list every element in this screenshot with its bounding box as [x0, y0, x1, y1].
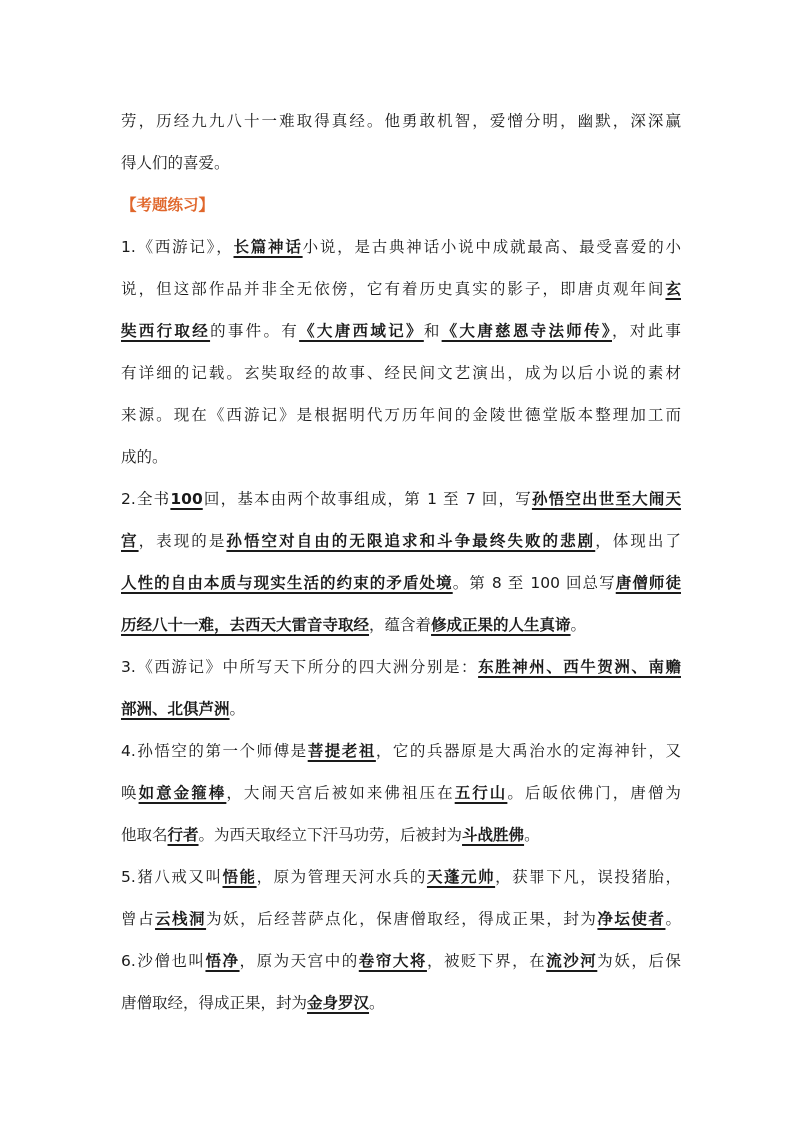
text: 唤: [121, 784, 139, 802]
text: 为妖，后保: [597, 952, 681, 970]
q2-line-1: [121, 478, 681, 520]
q1-line-1: [121, 226, 681, 268]
text: 小说，是古典神话小说中成就最高、最受喜爱的小: [302, 238, 681, 256]
q2-line-4: [121, 604, 681, 646]
answer-blank: 宫: [121, 532, 139, 550]
answer-blank: 玄: [665, 280, 681, 298]
answer-blank: 历经八十一难，去西天大雷音寺取经: [121, 616, 370, 634]
q1-line-4: [121, 352, 681, 394]
text: ，体现出了: [595, 532, 681, 550]
q1-line-3: [121, 310, 681, 352]
answer-blank: 流沙河: [546, 952, 598, 970]
answer-blank: 长篇神话: [233, 238, 303, 256]
text: ，原为管理天河水兵的: [256, 868, 427, 886]
answer-blank: 《大唐慈恩寺法师传》: [441, 322, 612, 340]
answer-blank: 悟能: [222, 868, 257, 886]
text: 。: [369, 994, 385, 1012]
text: 回，基本由两个故事组成，第 1 至 7 回，写: [202, 490, 532, 508]
q3-line-2: [121, 688, 681, 730]
document-page: [121, 100, 681, 1024]
intro-text: 得人们的喜爱。: [121, 154, 230, 172]
text: ，表现的是: [138, 532, 227, 550]
text: 和: [423, 322, 442, 340]
answer-blank: 部洲、北俱芦洲: [121, 700, 230, 718]
answer-blank: 五行山: [454, 784, 508, 802]
q1-line-2: [121, 268, 681, 310]
text: ，对此事: [612, 322, 681, 340]
section-heading: 【考题练习】: [121, 196, 215, 214]
q2-line-2: [121, 520, 681, 562]
answer-blank: 斗战胜佛: [462, 826, 525, 844]
text: 4.孙悟空的第一个师傅是: [121, 742, 308, 760]
text: 。: [570, 616, 587, 634]
text: 1.《西游记》，: [121, 238, 234, 256]
q6-line-1: [121, 940, 681, 982]
text: 。: [229, 700, 246, 718]
text: 。: [665, 910, 681, 928]
text: 2.全书: [121, 490, 171, 508]
answer-blank: 100: [170, 490, 203, 508]
text: 说，但这部作品并非全无依傍，它有着历史真实的影子，即唐贞观年间: [121, 280, 666, 298]
q5-line-2: [121, 898, 681, 940]
q3-line-1: [121, 646, 681, 688]
answer-blank: 云栈洞: [155, 910, 207, 928]
text: ，被贬下界，在: [426, 952, 547, 970]
text: 5.猪八戒又叫: [121, 868, 223, 886]
intro-line-1: [121, 100, 681, 142]
answer-blank: 如意金箍棒: [138, 784, 227, 802]
answer-blank: 菩提老祖: [307, 742, 376, 760]
text: ，大闹天宫后被如来佛祖压在: [226, 784, 455, 802]
answer-blank: 孙悟空出世至大闹天: [531, 490, 681, 508]
q4-line-3: [121, 814, 681, 856]
text: 的事件。有: [210, 322, 300, 340]
text: 来源。现在《西游记》是根据明代万历年间的金陵世德堂版本整理加工而: [121, 406, 681, 424]
answer-blank: 悟净: [205, 952, 240, 970]
answer-blank: 修成正果的人生真谛: [431, 616, 571, 634]
intro-text: 劳，历经九九八十一难取得真经。他勇敢机智，爱憎分明，幽默，深深赢: [121, 112, 681, 130]
intro-line-2: [121, 142, 681, 184]
text: 。: [524, 826, 540, 844]
answer-blank: 行者: [167, 826, 199, 844]
text: 。第 8 至 100 回总写: [452, 574, 616, 592]
answer-blank: 天蓬元帅: [426, 868, 496, 886]
text: 为妖，后经菩萨点化，保唐僧取经，得成正果，封为: [206, 910, 598, 928]
answer-blank: 净坛使者: [597, 910, 666, 928]
q6-line-2: [121, 982, 681, 1024]
q5-line-1: [121, 856, 681, 898]
answer-blank: 《大唐西域记》: [299, 322, 424, 340]
answer-blank: 唐僧师徒: [615, 574, 681, 592]
text: 曾占: [121, 910, 156, 928]
q4-line-1: [121, 730, 681, 772]
answer-blank: 奘西行取经: [121, 322, 211, 340]
text: ，它的兵器原是大禹治水的定海神针，又: [375, 742, 681, 760]
text: 3.《西游记》中所写天下所分的四大洲分别是：: [121, 658, 479, 676]
text: 他取名: [121, 826, 168, 844]
answer-blank: 东胜神州、西牛贺洲、南赡: [478, 658, 681, 676]
text: 。后皈依佛门，唐僧为: [507, 784, 681, 802]
q2-line-3: [121, 562, 681, 604]
answer-blank: 孙悟空对自由的无限追求和斗争最终失败的悲剧: [226, 532, 596, 550]
text: ，原为天宫中的: [239, 952, 359, 970]
text: 6.沙僧也叫: [121, 952, 206, 970]
text: 有详细的记载。玄奘取经的故事、经民间文艺演出，成为以后小说的素材: [121, 364, 681, 382]
q1-line-6: [121, 436, 681, 478]
q1-line-5: [121, 394, 681, 436]
text: ，获罪下凡，误投猪胎，: [495, 868, 681, 886]
text: 。为西天取经立下汗马功劳，后被封为: [198, 826, 463, 844]
text: ，蕴含着: [369, 616, 432, 634]
text: 唐僧取经，得成正果，封为: [121, 994, 308, 1012]
q4-line-2: [121, 772, 681, 814]
answer-blank: 卷帘大将: [358, 952, 427, 970]
answer-blank: 金身罗汉: [307, 994, 370, 1012]
text: 成的。: [121, 448, 168, 466]
answer-blank: 人性的自由本质与现实生活的约束的矛盾处境: [121, 574, 453, 592]
